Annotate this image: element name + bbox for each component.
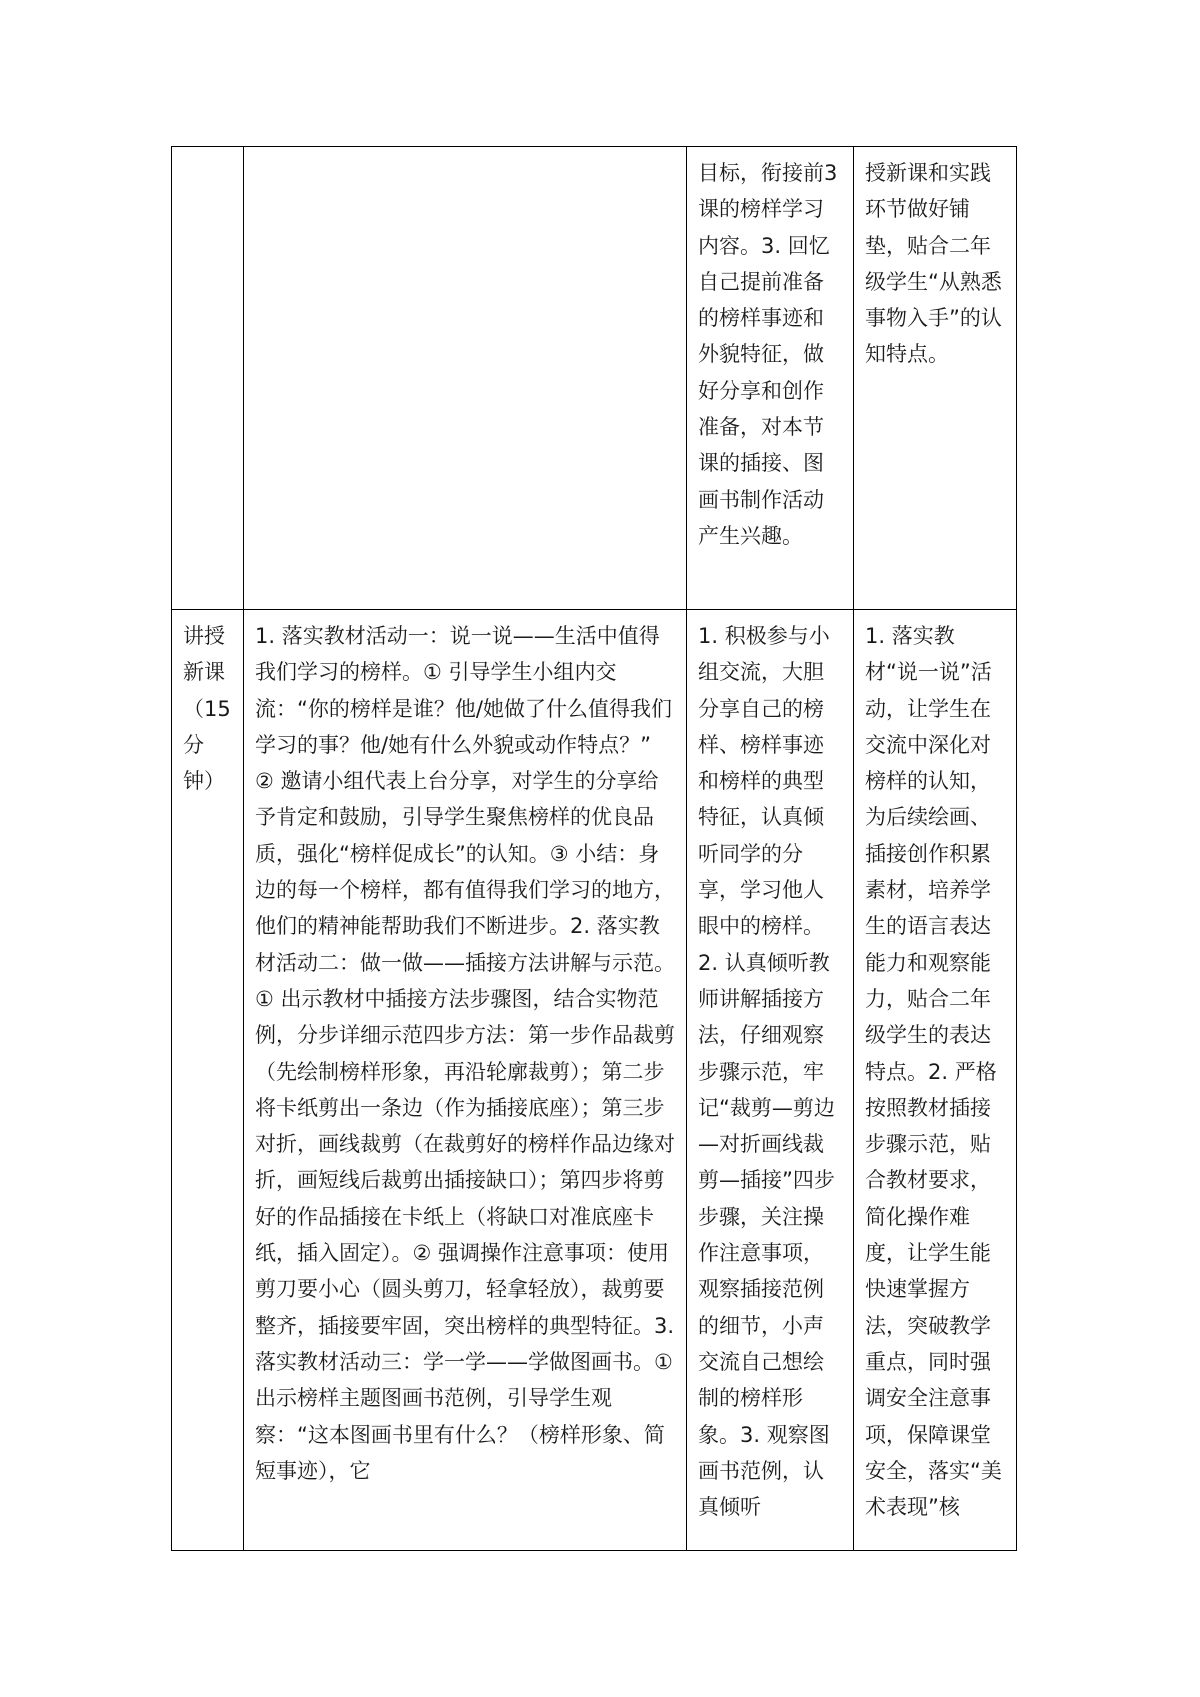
student-activity-text: 目标，衔接前3课的榜样学习内容。3. 回忆自己提前准备的榜样事迹和外貌特征，做好分享和创作准备，对本节课的插接、图画书制作活动产生兴趣。 bbox=[698, 161, 838, 548]
teacher-activity-cell bbox=[244, 610, 687, 1551]
student-activity-text: 1. 积极参与小组交流，大胆分享自己的榜样、榜样事迹和榜样的典型特征，认真倾听同学的分享，学习他人眼中的榜样。2. 认真倾听教师讲解插接方法，仔细观察步骤示范，牢记“裁剪—剪边—对折画线裁剪—插接”四步步骤，关注操作注意事项，观察插接范例的细节，小声交流自己想绘制的榜样形象。3. 观察图画书范例，认真倾听 bbox=[698, 624, 835, 1520]
design-intent-cell bbox=[854, 610, 1017, 1551]
stage-cell bbox=[172, 610, 244, 1551]
teacher-activity-text: 1. 落实教材活动一：说一说——生活中值得我们学习的榜样。① 引导学生小组内交流：“你的榜样是谁？他/她做了什么值得我们学习的事？他/她有什么外貌或动作特点？” ② 邀请小组代表上台分享，对学生的分享给予肯定和鼓励，引导学生聚焦榜样的优良品质，强化“榜样促成长”的认知。③ 小结：身边的每一个榜样，都有值得我们学习的地方，他们的精神能帮助我们不断进步。2. 落实教材活动二：做一做——插接方法讲解与示范。① 出示教材中插接方法步骤图，结合实物范例，分步详细示范四步方法：第一步作品裁剪（先绘制榜样形象，再沿轮廓裁剪）；第二步将卡纸剪出一条边（作为插接底座）；第三步对折，画线裁剪（在裁剪好的榜样作品边缘对折，画短线后裁剪出插接缺口）；第四步将剪好的作品插接在卡纸上（将缺口对准底座卡纸，插入固定）。② 强调操作注意事项：使用剪刀要小心（圆头剪刀，轻拿轻放），裁剪要整齐，插接要牢固，突出榜样的典型特征。3. 落实教材活动三：学一学——学做图画书。① 出示榜样主题图画书范例，引导学生观察：“这本图画书里有什么？（榜样形象、简短事迹），它 bbox=[255, 624, 675, 1483]
table-row bbox=[172, 147, 1017, 610]
stage-text: 讲授新课（15分钟） bbox=[183, 624, 231, 794]
design-intent-cell bbox=[854, 147, 1017, 610]
stage-cell bbox=[172, 147, 244, 610]
design-intent-text: 授新课和实践环节做好铺垫，贴合二年级学生“从熟悉事物入手”的认知特点。 bbox=[865, 161, 1002, 367]
table-row bbox=[172, 610, 1017, 1551]
teacher-activity-cell bbox=[244, 147, 687, 610]
student-activity-cell bbox=[687, 147, 854, 610]
lesson-plan-table bbox=[171, 146, 1017, 1551]
design-intent-text: 1. 落实教材“说一说”活动，让学生在交流中深化对榜样的认知，为后续绘画、插接创作积累素材，培养学生的语言表达能力和观察能力，贴合二年级学生的表达特点。2. 严格按照教材插接步骤示范，贴合教材要求，简化操作难度，让学生能快速掌握方法，突破教学重点，同时强调安全注意事项，保障课堂安全，落实“美术表现”核 bbox=[865, 624, 1002, 1520]
student-activity-cell bbox=[687, 610, 854, 1551]
